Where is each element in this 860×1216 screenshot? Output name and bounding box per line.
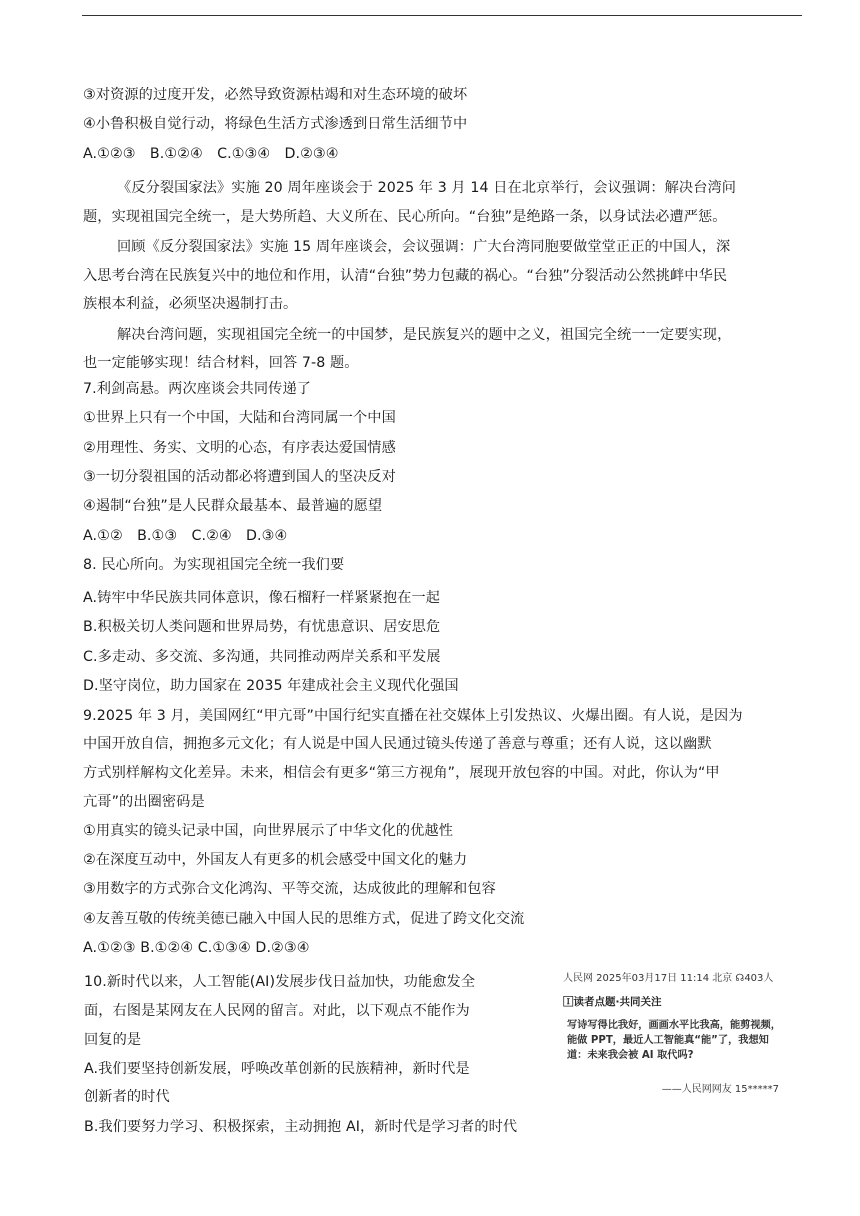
option-line: C.多走动、多交流、多沟通，共同推动两岸关系和平发展 <box>83 649 441 665</box>
figure-comment: 写诗写得比我好，画画水平比我高，能剪视频，能做 PPT，最近人工智能真“能”了，我想知道：未来我会被 AI 取代吗? <box>567 1020 781 1061</box>
material-paragraph-1-cont: 题，实现祖国完全统一，是大势所趋、大义所在、民心所向。“台独”是绝路一条，以身试法必遭严惩。 <box>83 209 727 225</box>
question-9: 9.2025 年 3 月，美国网红“甲亢哥”中国行纪实直播在社交媒体上引发热议、火爆出圈。有人说，是因为 <box>83 708 743 724</box>
question-9-cont: 方式别样解构文化差异。未来，相信会有更多“第三方视角”，展现开放包容的中国。对此，你认为“甲 <box>83 765 720 781</box>
option-line: ③对资源的过度开发，必然导致资源枯竭和对生态环境的破坏 <box>83 87 468 103</box>
figure-header: 人民网 2025年03月17日 11:14 北京 ☊403人 <box>563 973 774 984</box>
option-line: ④友善互敬的传统美德已融入中国人民的思维方式，促进了跨文化交流 <box>83 911 525 927</box>
question-7: 7.利剑高悬。两次座谈会共同传递了 <box>83 381 312 397</box>
material-paragraph-2-cont: 族根本利益，必须坚决遏制打击。 <box>83 296 298 312</box>
option-line: ②用理性、务实、文明的心态，有序表达爱国情感 <box>83 440 396 456</box>
question-10: 10.新时代以来，人工智能(AI)发展步伐日益加快，功能愈发全 <box>84 974 476 990</box>
option-line: ③一切分裂祖国的活动都必将遭到国人的坚决反对 <box>83 469 396 485</box>
question-9-cont: 中国开放自信，拥抱多元文化；有人说是中国人民通过镜头传递了善意与尊重；还有人说，这以幽默 <box>83 736 712 752</box>
material-paragraph-2: 回顾《反分裂国家法》实施 15 周年座谈会，会议强调：广大台湾同胞要做堂堂正正的中国人，深 <box>117 239 731 255</box>
answer-choices: A.①②③ B.①②④ C.①③④ D.②③④ <box>83 146 339 162</box>
option-line: A.铸牢中华民族共同体意识，像石榴籽一样紧紧抱在一起 <box>83 590 441 606</box>
netizen-comment-image <box>559 966 785 1101</box>
question-8: 8. 民心所向。为实现祖国完全统一我们要 <box>83 557 345 573</box>
option-line: B.积极关切人类问题和世界局势，有忧患意识、居安思危 <box>83 619 441 635</box>
option-line: ④小鲁积极自觉行动，将绿色生活方式渗透到日常生活细节中 <box>83 116 468 132</box>
material-paragraph-3: 解决台湾问题，实现祖国完全统一的中国梦，是民族复兴的题中之义，祖国完全统一一定要实现， <box>117 327 732 343</box>
header-rule <box>82 15 802 16</box>
figure-signature: ——人民网网友 15*****7 <box>661 1084 779 1095</box>
option-line: ①世界上只有一个中国，大陆和台湾同属一个中国 <box>83 410 396 426</box>
option-line: ③用数字的方式弥合文化鸿沟、平等交流，达成彼此的理解和包容 <box>83 881 496 897</box>
option-line-cont: 创新者的时代 <box>84 1089 170 1105</box>
question-10-cont: 面，右图是某网友在人民网的留言。对此，以下观点不能作为 <box>84 1003 470 1019</box>
figure-subtitle: 🄸读者点题·共同关注 <box>563 996 662 1008</box>
material-paragraph-3-cont: 也一定能够实现！结合材料，回答 7-8 题。 <box>83 355 359 371</box>
option-line: ④遏制“台独”是人民群众最基本、最普遍的愿望 <box>83 498 383 514</box>
option-line: A.我们要坚持创新发展，呼唤改革创新的民族精神，新时代是 <box>84 1061 470 1077</box>
option-line: D.坚守岗位，助力国家在 2035 年建成社会主义现代化强国 <box>83 678 459 694</box>
question-10-cont: 回复的是 <box>84 1032 142 1048</box>
question-9-cont: 亢哥”的出圈密码是 <box>83 794 205 810</box>
answer-choices: A.①②③ B.①②④ C.①③④ D.②③④ <box>83 940 310 956</box>
option-line: ②在深度互动中，外国友人有更多的机会感受中国文化的魅力 <box>83 852 468 868</box>
option-line: B.我们要努力学习、积极探索，主动拥抱 AI，新时代是学习者的时代 <box>84 1119 518 1135</box>
answer-choices: A.①② B.①③ C.②④ D.③④ <box>83 528 288 544</box>
option-line: ①用真实的镜头记录中国，向世界展示了中华文化的优越性 <box>83 823 454 839</box>
material-paragraph-2-cont: 入思考台湾在民族复兴中的地位和作用，认清“台独”势力包藏的祸心。“台独”分裂活动公然挑衅中华民 <box>83 268 728 284</box>
material-paragraph-1: 《反分裂国家法》实施 20 周年座谈会于 2025 年 3 月 14 日在北京举行，会议强调：解决台湾问 <box>117 180 737 196</box>
